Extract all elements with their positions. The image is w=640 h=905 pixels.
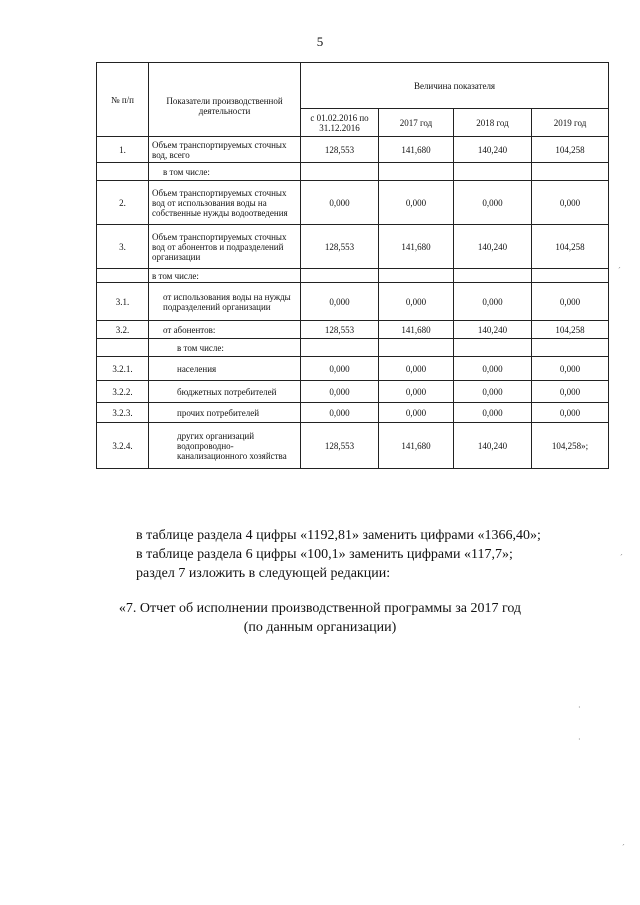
row-value	[379, 163, 454, 181]
row-value: 0,000	[454, 403, 532, 423]
table-row	[97, 225, 609, 269]
row-value: 140,240	[454, 423, 532, 469]
row-value: 0,000	[454, 181, 532, 225]
header-period: 2018 год	[454, 109, 532, 137]
row-indicator: Объем транспортируемых сточных вод, всего	[149, 137, 301, 163]
row-indicator: Объем транспортируемых сточных вод от использования воды на собственные нужды водоотведения	[149, 181, 301, 225]
row-value	[454, 269, 532, 283]
header-num: № п/п	[97, 63, 149, 137]
page-number: 5	[316, 34, 324, 49]
row-number: 3.2.	[97, 321, 149, 339]
table-row	[97, 357, 609, 381]
margin-mark: ˊ	[622, 843, 625, 852]
margin-mark: ˊ	[620, 553, 623, 562]
row-value: 141,680	[379, 137, 454, 163]
table-row	[97, 403, 609, 423]
row-value: 0,000	[532, 357, 609, 381]
row-number: 3.2.2.	[97, 381, 149, 403]
row-value	[301, 163, 379, 181]
row-value: 0,000	[301, 357, 379, 381]
header-period: 2019 год	[532, 109, 609, 137]
table-row	[97, 269, 609, 283]
row-number	[97, 163, 149, 181]
table-row	[97, 381, 609, 403]
row-value: 128,553	[301, 423, 379, 469]
row-indicator: бюджетных потребителей	[149, 381, 301, 403]
table-row	[97, 181, 609, 225]
table-row	[97, 283, 609, 321]
row-value	[454, 339, 532, 357]
row-value: 141,680	[379, 423, 454, 469]
production-indicators-table	[96, 62, 609, 469]
section-title-line: (по данным организации)	[243, 620, 397, 635]
row-value: 0,000	[532, 181, 609, 225]
table-row	[97, 423, 609, 469]
amendment-paragraph: в таблице раздела 6 цифры «100,1» заменить цифрами «117,7»;	[136, 547, 513, 562]
row-indicator: в том числе:	[149, 339, 301, 357]
row-number: 1.	[97, 137, 149, 163]
row-indicator: Объем транспортируемых сточных вод от абонентов и подразделений организации	[149, 225, 301, 269]
row-value: 0,000	[301, 283, 379, 321]
row-value: 0,000	[454, 283, 532, 321]
header-value-group: Величина показателя	[301, 63, 609, 109]
row-number: 3.2.3.	[97, 403, 149, 423]
amendment-paragraph: раздел 7 изложить в следующей редакции:	[136, 566, 391, 581]
margin-mark: ˊ	[618, 266, 621, 275]
table-row	[97, 163, 609, 181]
row-value	[532, 339, 609, 357]
row-number: 3.2.4.	[97, 423, 149, 469]
amendment-paragraph: в таблице раздела 4 цифры «1192,81» заменить цифрами «1366,40»;	[136, 528, 541, 543]
row-value: 0,000	[301, 381, 379, 403]
row-value	[301, 269, 379, 283]
section-title-line: «7. Отчет об исполнении производственной программы за 2017 год	[118, 601, 522, 616]
row-number: 3.2.1.	[97, 357, 149, 381]
row-value: 104,258	[532, 321, 609, 339]
row-number	[97, 339, 149, 357]
header-period: с 01.02.2016 по 31.12.2016	[301, 109, 379, 137]
row-value: 0,000	[532, 403, 609, 423]
row-value: 0,000	[532, 381, 609, 403]
row-value: 141,680	[379, 321, 454, 339]
row-number: 3.1.	[97, 283, 149, 321]
row-value: 0,000	[454, 381, 532, 403]
row-value: 128,553	[301, 137, 379, 163]
row-value	[301, 339, 379, 357]
row-indicator: населения	[149, 357, 301, 381]
table-row	[97, 339, 609, 357]
row-value: 0,000	[379, 181, 454, 225]
margin-mark: ·	[578, 735, 581, 744]
row-indicator: в том числе:	[149, 269, 301, 283]
row-value: 128,553	[301, 225, 379, 269]
row-indicator: других организаций водопроводно-канализационного хозяйства	[149, 423, 301, 469]
row-value: 140,240	[454, 225, 532, 269]
row-value: 141,680	[379, 225, 454, 269]
row-value: 0,000	[379, 357, 454, 381]
row-value: 0,000	[454, 357, 532, 381]
row-value	[454, 163, 532, 181]
table-row	[97, 137, 609, 163]
row-value: 0,000	[301, 403, 379, 423]
row-value: 0,000	[379, 283, 454, 321]
header-period: 2017 год	[379, 109, 454, 137]
row-value: 140,240	[454, 321, 532, 339]
row-indicator: от абонентов:	[149, 321, 301, 339]
header-indicator: Показатели производственной деятельности	[149, 63, 301, 137]
row-indicator: прочих потребителей	[149, 403, 301, 423]
row-value	[379, 339, 454, 357]
row-value: 104,258	[532, 225, 609, 269]
row-number	[97, 269, 149, 283]
row-value	[532, 269, 609, 283]
row-value: 140,240	[454, 137, 532, 163]
margin-mark: ·	[578, 703, 581, 712]
row-value: 0,000	[379, 381, 454, 403]
row-value: 0,000	[301, 181, 379, 225]
row-number: 2.	[97, 181, 149, 225]
row-value: 128,553	[301, 321, 379, 339]
row-indicator: в том числе:	[149, 163, 301, 181]
row-value: 104,258»;	[532, 423, 609, 469]
row-value: 0,000	[379, 403, 454, 423]
row-indicator: от использования воды на нужды подразделений организации	[149, 283, 301, 321]
row-value: 104,258	[532, 137, 609, 163]
table-row	[97, 321, 609, 339]
row-value	[532, 163, 609, 181]
row-number: 3.	[97, 225, 149, 269]
row-value: 0,000	[532, 283, 609, 321]
row-value	[379, 269, 454, 283]
